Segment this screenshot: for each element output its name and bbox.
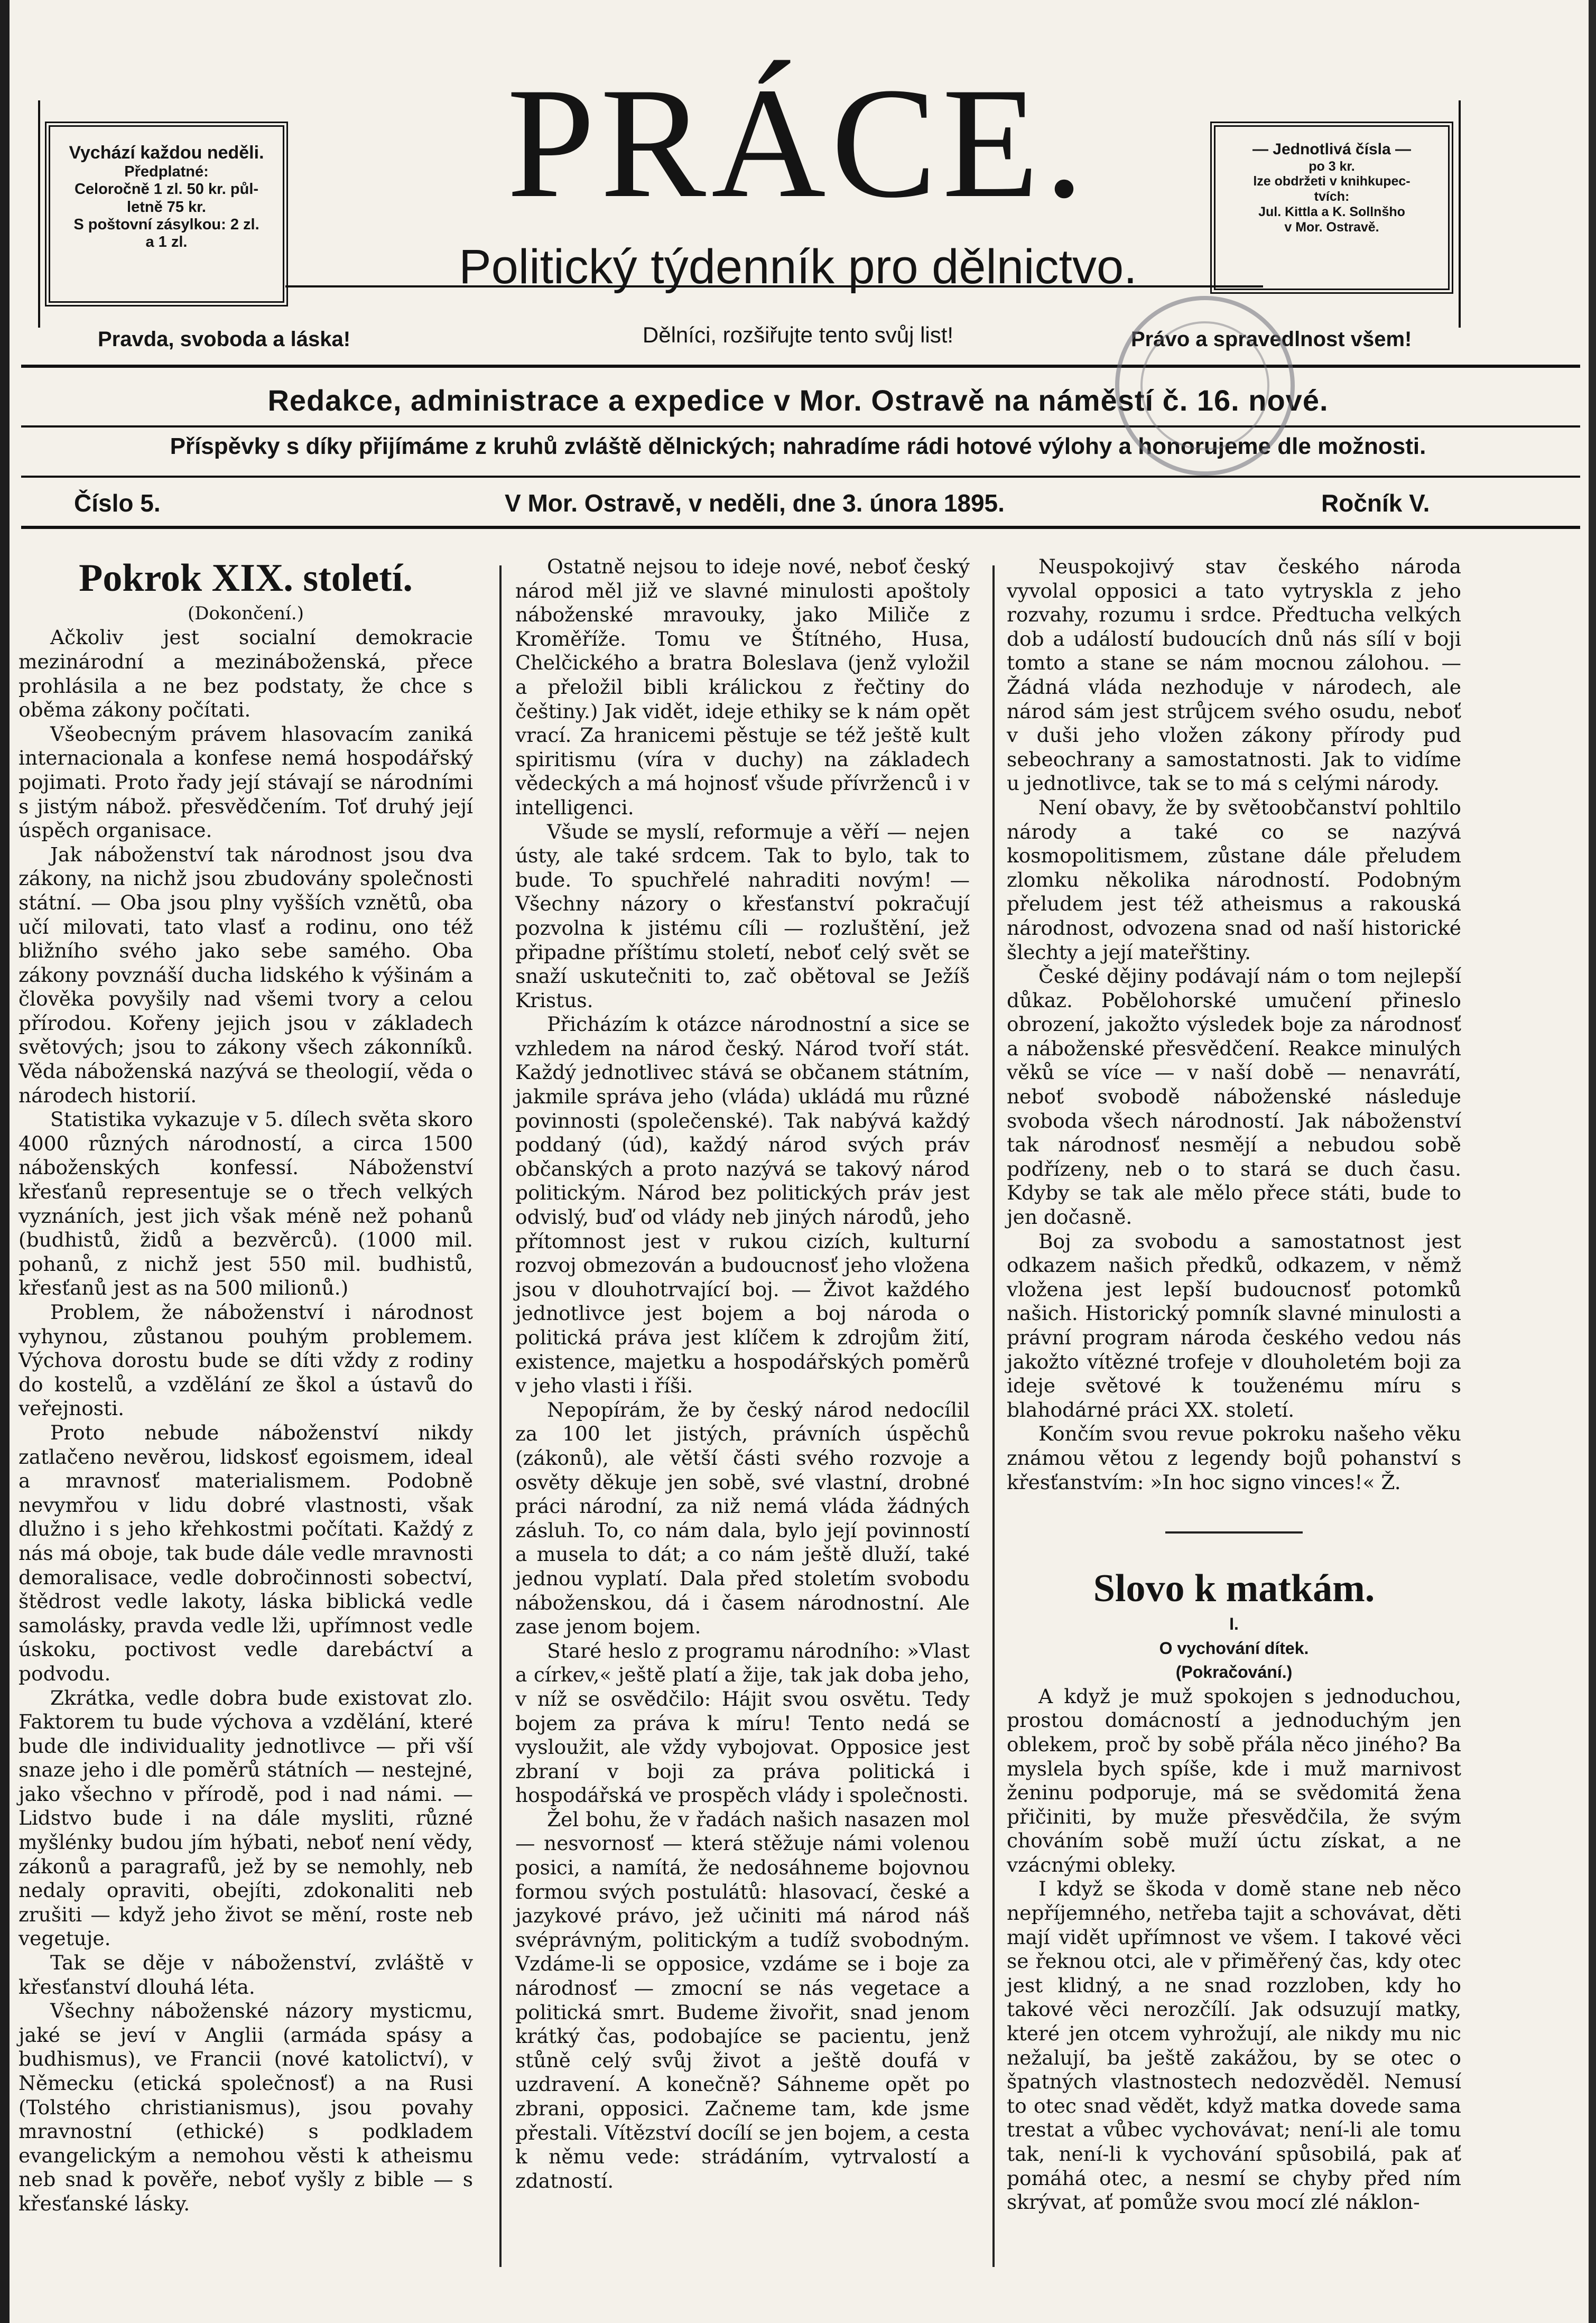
rule-3 (21, 476, 1580, 478)
article1-continuation: Všude se myslí, reformuje a věří — nejen ústy, ale také srdcem. Tak to bylo, tak to bude. To spuchřelé nahraditi novým! — Všechny názory o křesťanství pokračují pozvolna k jistému cíli — rozluštění, jež připadne příštímu století, neboť celý svět se snaží uskutečniti to, zač obětoval se Ježíš Kristus. (515, 820, 970, 1012)
subscription-halfyear: letně 75 kr. (127, 198, 206, 216)
single-issue-city: v Mor. Ostravě. (1284, 219, 1379, 235)
article1-continuation: České dějiny podávají nám o tom nejlepší důkaz. Pobělohorské umučení přineslo obrození, jakožto výsledek boje za národnosť a náboženské přesvědčení. Reakce minulých věků se více — v naší době — nenavrátí, neboť svobodě náboženské následuje svoboda všech národností. Jak náboženství tak národnosť nesmějí a nebudou sobě podřízeny, neb o to stará se duch času. Kdyby se tak ale mělo přece státi, bude to jen dočasně. (1007, 964, 1461, 1229)
article2-subtitle: O vychování dítek. (1159, 1638, 1309, 1658)
article1-paragraph: Všeobecným právem hlasovacím zaniká internacionala a konfese nemá hospodářský pojimati. Proto řady její stávají se národními s jistým nábož. přesvědčením. Toť druhý její úspěch organisace. (18, 722, 473, 842)
newspaper-subtitle: Politický týdenník pro dělnictvo. (459, 240, 1137, 294)
single-issue-price: po 3 kr. (1309, 159, 1355, 174)
article1-continuation: Nepopírám, že by český národ nedocílil za 100 let jistých, právních úspěchů (zákonů), ale větší části svého rozvoje a osvěty děkuje jen sobě, své vlastní, drobné práci národní, za niž nemá vláda žádných zásluh. To, co nám dala, bylo její povinností a musela to dát; a co nám ještě dluží, také jednou vyplatí. Dala před stoletím svobodu náboženskou, dá i časem národnostní. Ale zase jenom bojem. (515, 1398, 970, 1639)
newspaper-title: PRÁCE. (507, 55, 1089, 230)
column-rule-1 (499, 565, 502, 2267)
article1-paragraph: Proto nebude náboženství nikdy zatlačeno nevěrou, lidskosť egoismem, ideal a mravnosť materialismem. Podobně nevymřou v lidu dobré vlastnosti, však dlužno i s jeho křehkostmi počítati. Každý z nás má oboje, tak bude dále vedle mravnosti demoralisace, vedle dobročinnosti sobectví, štědrost vedle lakoty, láska biblická vedle samolásky, pravda vedle lži, upřímnost vedle úskoku, poctivost vedle darebáctví a podvodu. (18, 1420, 473, 1685)
motto-center: Dělníci, rozšiřujte tento svůj list! (642, 322, 954, 347)
article1-paragraph: Ačkoliv jest socialní demokracie mezinárodní a mezináboženská, přece prohlásila a ne bez podstaty, že chce s oběma zákony počítati. (18, 626, 473, 722)
article2-note: (Pokračování.) (1175, 1662, 1293, 1682)
article1-paragraph: Všechny náboženské názory mysticmu, jaké se jeví v Anglii (armáda spásy a budhismus), ve Francii (nové katolictví), v Německu (etická společnosť) a na Rusi (Tolstého christianismus), jsou povahy mravnostní (ethické) s podkladem evangelickým a nemohou věsti k atheismu neb snad k pověře, neboť vyšly z bible — s křesťanské lásky. (18, 1999, 473, 2215)
article1-continuation: Boj za svobodu a samostatnost jest odkazem našich předků, odkazem, v němž vložena jest lepší budoucnosť potomků našich. Historický pomník slavné minulosti a právní program národa českého vedou nás jakožto vítězné trofeje v dlouholetém boji za ideje světové k touženému míru s blahodárné práci XX. století. (1007, 1229, 1461, 1421)
article-separator (1165, 1531, 1303, 1534)
single-issue-heading: — Jednotlivá čísla — (1252, 141, 1412, 158)
scan-edge-right (1589, 0, 1596, 2323)
subscription-yearly: Celoročně 1 zl. 50 kr. půl- (74, 181, 259, 198)
article1-paragraph: Tak se děje v náboženství, zvláště v křesťanství dlouhá léta. (18, 1951, 473, 1999)
single-issue-where: lze obdržeti v knihkupec- (1253, 174, 1411, 189)
motto-right: Právo a spravedlnost všem! (1131, 328, 1412, 351)
rule-1 (21, 365, 1580, 368)
subscription-heading: Předplatné: (124, 163, 209, 181)
article1-paragraph: Statistika vykazuje v 5. dílech světa skoro 4000 různých národností, a circa 1500 náboženských konfessí. Náboženství křesťanů representuje se o třech velkých vyznáních, jest jich však méně než pohanů (budhistů, židů a bezvěrců). (1000 mil. pohanů, z nichž jest 550 mil. budhistů, křesťanů jest as na 500 milionů.) (18, 1108, 473, 1300)
article2-title: Slovo k matkám. (1093, 1567, 1375, 1611)
rule-4 (21, 526, 1580, 529)
single-issue-where-2: tvích: (1314, 189, 1350, 204)
administration-line: Redakce, administrace a expedice v Mor. Ostravě na náměstí č. 16. nové. (267, 384, 1329, 417)
issue-date: V Mor. Ostravě, v neděli, dne 3. února 1895. (505, 489, 1005, 517)
issue-volume: Ročník V. (1321, 489, 1430, 517)
motto-left: Pravda, svoboda a láska! (98, 328, 351, 351)
article1-continuation: Ostatně nejsou to ideje nové, neboť český národ měl již ve slavné minulosti apoštoly náboženské mravouky, jako Miliče z Kroměříže. Tomu ve Štítného, Husa, Chelčického a bratra Boleslava (jenž vyložil a přeložil bibli králickou z řečtiny do češtiny.) Jak vidět, ideje ethiky se k nám opět vrací. Za hranicemi pěstuje se též ještě kult spiritismu (víra v duchy) na základech vědeckých a má hojnosť všude přívrženců i v intelligenci. (515, 555, 970, 819)
issue-number: Číslo 5. (74, 489, 161, 517)
article1-continuation: Neuspokojivý stav českého národa vyvolal opposici a tato vytryskla z jeho rozvahy, rozumu i srdce. Předtucha velkých dob a událostí budoucích dnů nás sílí v boji tomto a stane se nám mocnou zálohou. — Žádná vláda nezhoduje v národech, ale národ sám jest strůjcem svého osudu, neboť v duši jeho vložen zákony přírody pud sebeochrany a samostatnosti. Jak to vidíme u jednotlivce, tak se to má s celými národy. (1007, 555, 1461, 795)
subscription-postal: S poštovní zásylkou: 2 zl. (73, 216, 259, 234)
article1-paragraph: Zkrátka, vedle dobra bude existovat zlo. Faktorem tu bude výchova a vzdělání, které bude dle individuality jednotlivce — při vší snaze jeho i dle poměrů státních — nestejné, jako všechno v přírodě, pod i nad námi. — Lidstvo bude i na dále mysliti, různé myšlénky budou jím hýbati, neboť není vědy, zákonů a paragrafů, jež by se nemohly, neb nedaly opraviti, obejíti, zdokonaliti neb zrušiti — když jeho život se mění, roste neb vegetuje. (18, 1686, 473, 1950)
article1-continuation: Přicházím k otázce národnostní a sice se vzhledem na národ český. Národ tvoří stát. Každý jednotlivec stává se občanem státním, jakmile správa jeho (vláda) ukládá mu různé povinnosti (společenské). Tak nabývá každý poddaný (úd), každý národ svých práv občanských a proto nazývá se takový národ politickým. Národ bez politických práv jest odvislý, buď od vlády neb jiných národů, jeho přítomnost jest v rukou cizích, kulturní rozvoj obmezován a budoucnosť jeho vložena jsou v dlouhotrvající boj. — Život každého jednotlivce jest bojem a boj národa o politická práva jest klíčem k zdrojům žití, existence, majetku a hospodářských poměrů v jeho vlasti i říši. (515, 1012, 970, 1398)
column-rule-2 (992, 565, 995, 2267)
article1-continuation: Žel bohu, že v řadách našich nasazen mol — nesvornosť — která stěžuje námi volenou posici, a namítá, že nedosáhneme bojovnou formou svých postulátů: hlasovací, české a jazykové právo, jež učiniti má národ náš svéprávným, politickým a tudíž svobodným. Vzdáme-li se opposice, vzdáme se i boje za národnosť — zmocní se nás vegetace a politická smrt. Budeme živořit, snad jenom krátký čas, podobajíce se pacientu, jenž stůně celý svůj život a ještě doufá v uzdravení. A konečně? Sáhneme opět po zbrani, opposici. Začneme tam, kde jsme přestali. Vítězství docílí se jen bojem, a cesta k němu vede: strádáním, vytrvalostí a zdatností. (515, 1807, 970, 2192)
single-issue-sellers: Jul. Kittla a K. Sollnšho (1258, 204, 1405, 219)
article1-paragraph: Jak náboženství tak národnost jsou dva zákony, na nichž jsou zbudovány společnosti státní. — Oba jsou plny vyšších vznětů, oba učí milovati, tato vlasť a rodinu, ono též bližního svého jako sebe samého. Oba zákony povznáší ducha lidského k výšinám a člověka povyšily nad všemi tvory a celou přírodou. Kořeny jejich jsou v základech světových; jsou to zákony všech zákonníků. Věda náboženská nazývá se theologií, věda o národech historií. (18, 842, 473, 1107)
column-3 (1007, 555, 1461, 2215)
article1-note: (Dokončení.) (188, 602, 304, 624)
contributions-line: Příspěvky s díky přijímáme z kruhů zvláště dělnických; nahradíme rádi hotové výlohy a honorujeme dle možnosti. (170, 433, 1426, 459)
article1-continuation: Není obavy, že by světoobčanství pohltilo národy a také co se nazývá kosmopolitismem, zůstane dále přeludem zlomku několika národností. Podobným přeludem jest též atheismus a rakouská národnost, odvozena snad od naší historické šlechty a její mateřštiny. (1007, 795, 1461, 964)
scan-edge-left (0, 0, 10, 2323)
publication-frequency: Vychází každou neděli. (69, 143, 264, 163)
library-stamp-icon (1115, 296, 1295, 476)
column-2 (515, 555, 970, 2193)
subscription-postal-half: a 1 zl. (145, 234, 188, 251)
article1-continuation: Staré heslo z programu národního: »Vlast a církev,« ještě platí a žije, tak jak doba jeho, v níž se osvědčilo: Hájit svou osvětu. Tedy bojem za práva k míru! Tento nedá se vysloužit, ale vždy vybojovat. Opposice jest zbraní v boji za práva politická i hospodářská ve prospěch vlády i společnosti. (515, 1639, 970, 1807)
column-1 (18, 555, 473, 2216)
article2-paragraph: A když je muž spokojen s jednoduchou, prostou domácností a jednoduchým jen oblekem, proč by sobě přála něco jiného? Ba myslela bych spíše, kde i muž marnivost ženinu podporuje, má se svědomitá žena přičiniti, by muže přesvědčila, že svým chováním sobě muží úctu získat, a ne vzácnými obleky. (1007, 1684, 1461, 1876)
article1-continuation: Končím svou revue pokroku našeho věku známou větou z legendy bojů pohanství s křesťanstvím: »In hoc signo vinces!« Ž. (1007, 1422, 1461, 1494)
rule-2 (21, 425, 1580, 428)
article2-paragraph: I když se škoda v domě stane neb něco nepříjemného, netřeba tajit a schovávat, děti mají vidět upřímnost ve všem. I takové věci se řeknou otci, ale v přiměřený čas, kdy otec jest klidný, a ne snad rozzloben, kdy ho takové věci nerozčílí. Jak odsuzují matky, které jen otcem vyhrožují, ale nikdy mu nic nežalují, ba ještě zakážou, by se otec o špatných vlastnostech nedozvěděl. Nemusí to otec snad vědět, když matka dovede sama trestat a vůbec vychovávat; není-li ale tomu tak, není-li k vychování spůsobilá, pak ať pomáhá otec, a nesmí se chyby před ním skrývat, ať pomůže svou mocí zlé náklon- (1007, 1877, 1461, 2214)
article1-paragraph: Problem, že náboženství i národnost vyhynou, zůstanou pouhým problemem. Výchova dorostu bude se díti vždy z rodiny do kostelů, a vzdělání ze škol a ústavů do veřejnosti. (18, 1300, 473, 1420)
article1-title: Pokrok XIX. století. (79, 556, 413, 600)
article2-section: I. (1229, 1614, 1239, 1633)
